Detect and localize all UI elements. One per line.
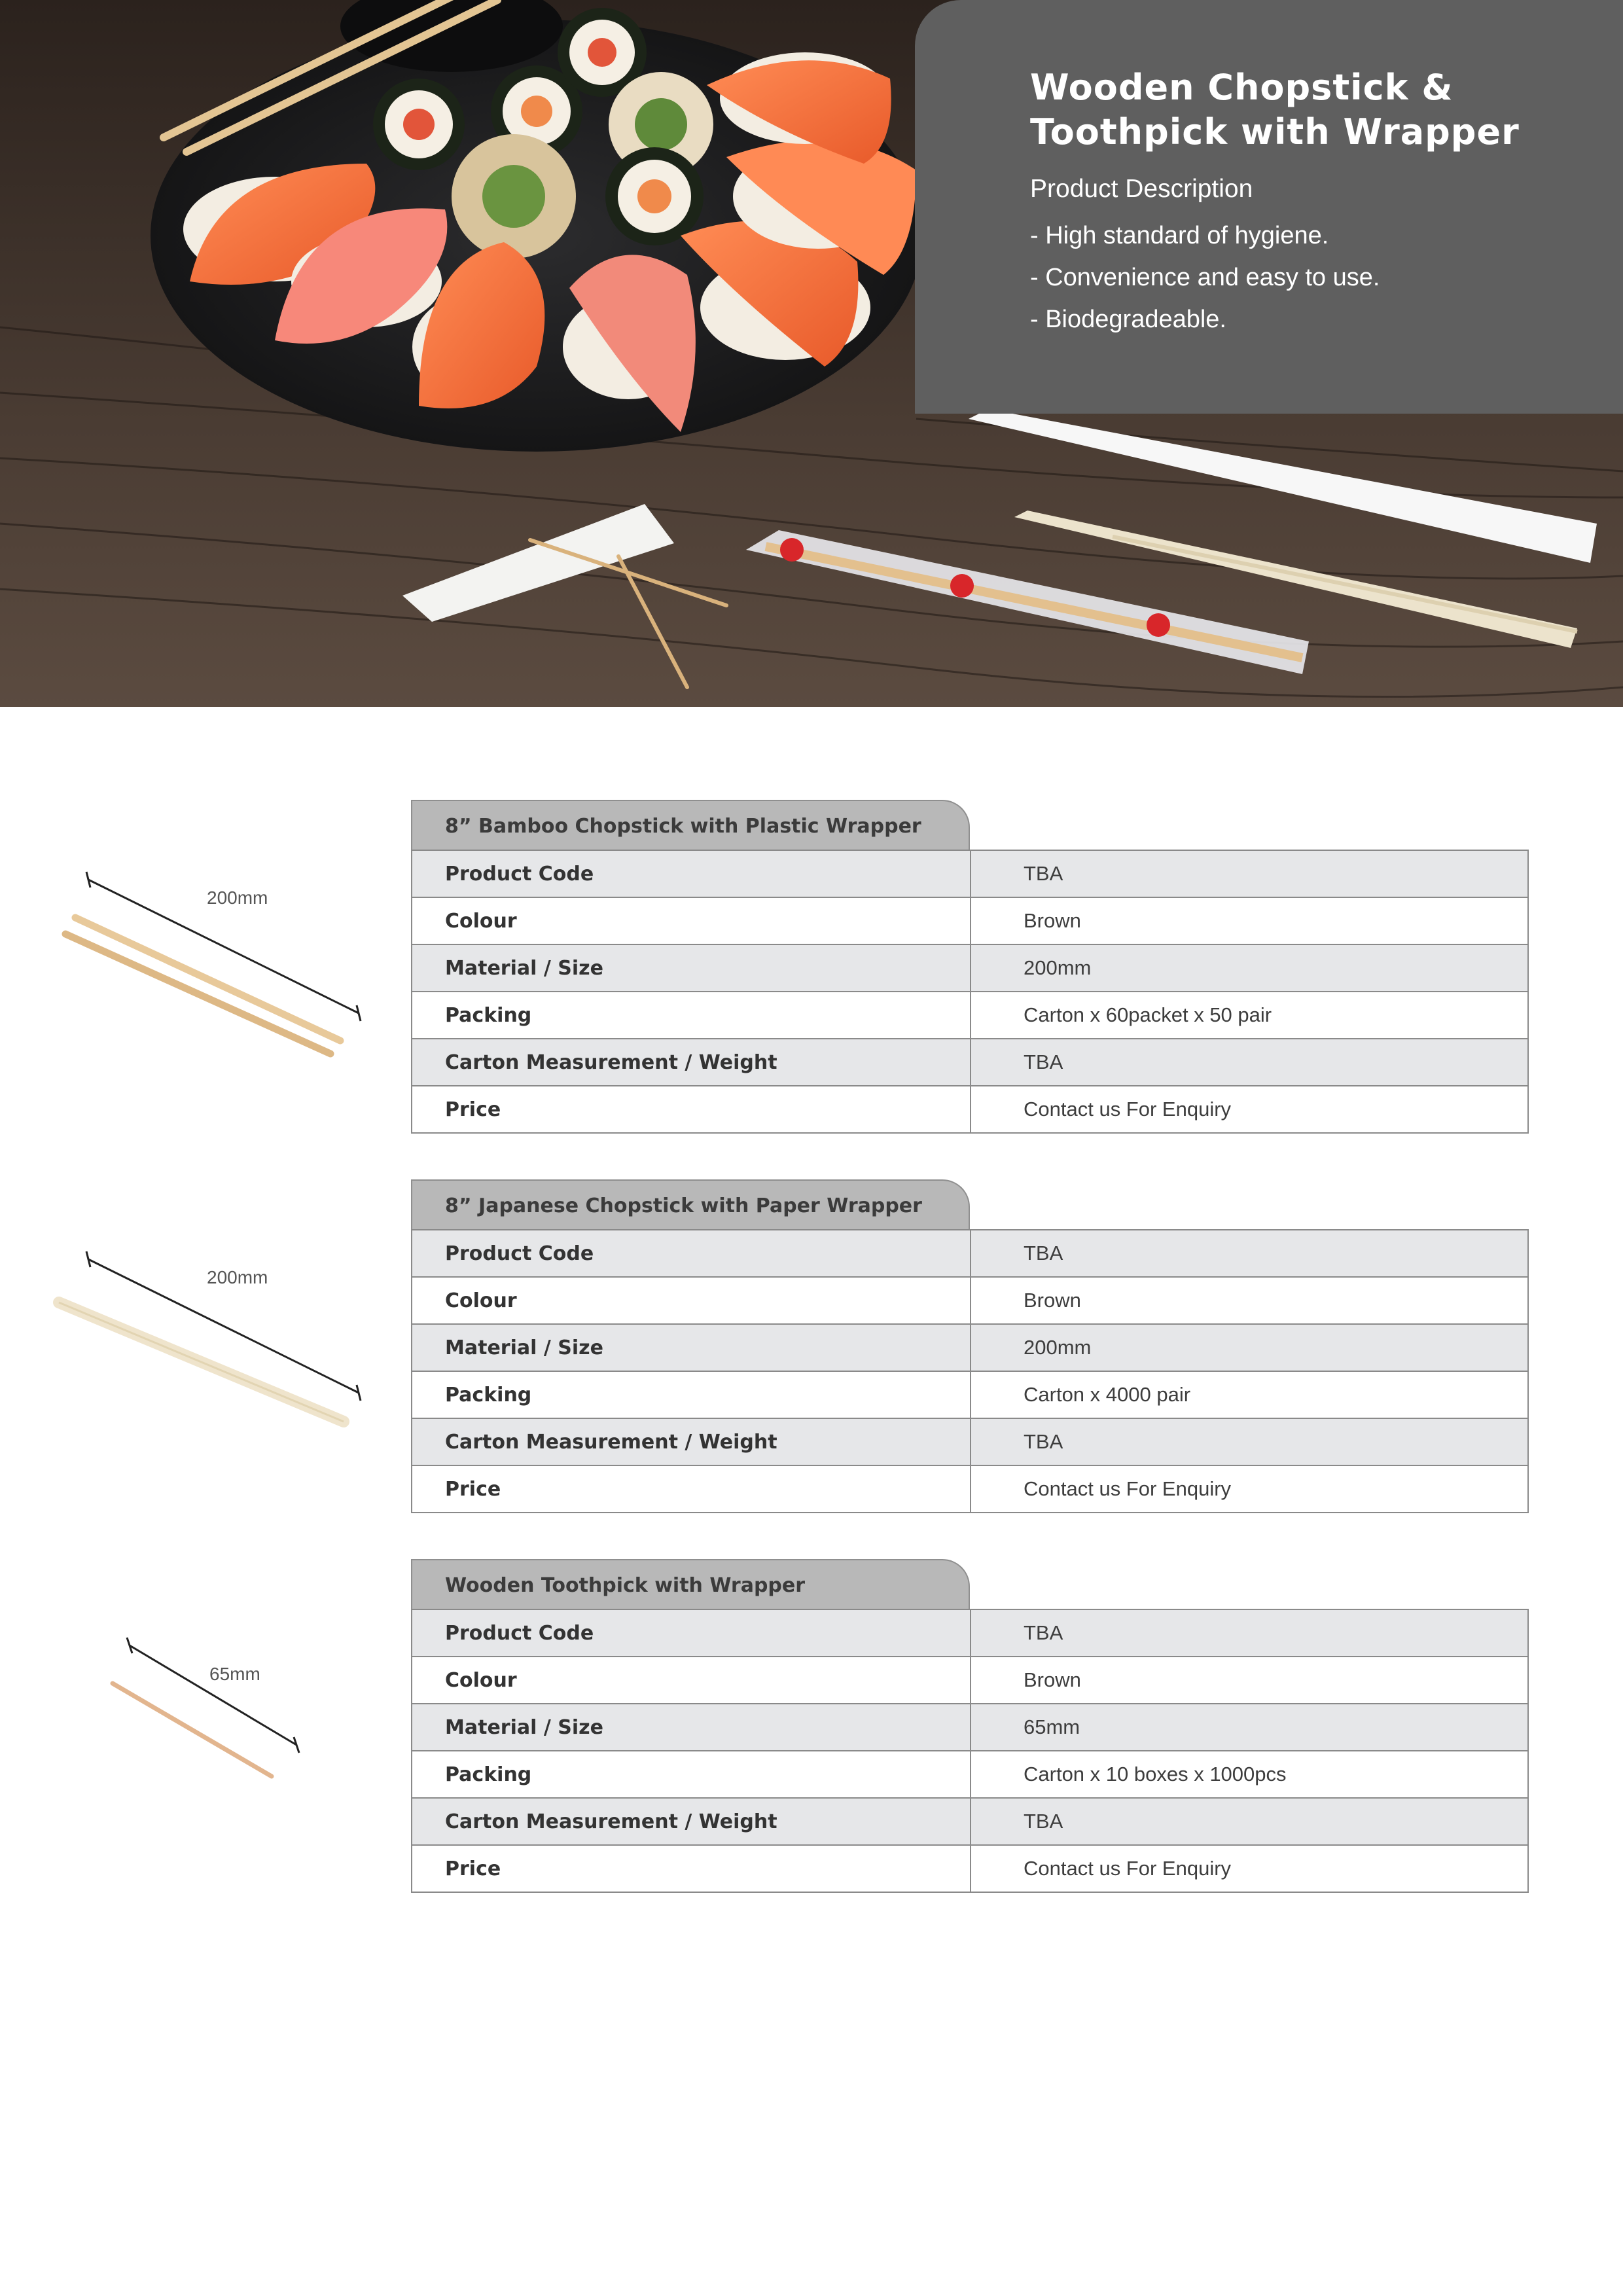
spec-value: TBA [971,1039,1528,1086]
spec-label: Colour [412,1277,971,1324]
spec-value: Contact us For Enquiry [971,1845,1528,1892]
spec-label: Material / Size [412,944,971,992]
product-section-japanese-chopstick [0,1179,1623,1559]
spec-table [411,850,1529,1134]
page-title [1030,65,1544,154]
feature-item: - Biodegradeable. [1030,306,1226,333]
spec-label: Colour [412,1657,971,1704]
table-row [412,1657,1528,1704]
table-row [412,1086,1528,1133]
table-row [412,1371,1528,1418]
japanese-chopstick-illustration [39,1232,380,1454]
product-description-panel [915,0,1623,414]
spec-label: Price [412,1845,971,1892]
product-name-tab: 8” Japanese Chopstick with Paper Wrapper [411,1179,970,1230]
spec-value: TBA [971,1230,1528,1277]
dimension-label: 200mm [207,1267,268,1287]
table-row [412,1609,1528,1657]
product-section-bamboo-chopstick [0,800,1623,1179]
spec-label: Product Code [412,1230,971,1277]
table-row [412,1230,1528,1277]
table-row [412,1039,1528,1086]
spec-value: 200mm [971,1324,1528,1371]
spec-label: Material / Size [412,1704,971,1751]
spec-label: Material / Size [412,1324,971,1371]
spec-label: Price [412,1465,971,1513]
spec-value: Contact us For Enquiry [971,1086,1528,1133]
hero-banner [0,0,1623,707]
spec-label: Product Code [412,1609,971,1657]
dimension-label: 200mm [207,888,268,908]
spec-value: 65mm [971,1704,1528,1751]
spec-label: Packing [412,1371,971,1418]
feature-item: - Convenience and easy to use. [1030,264,1380,291]
page-title-line1: Wooden Chopstick & [1030,67,1454,108]
spec-value: Carton x 4000 pair [971,1371,1528,1418]
spec-value: TBA [971,1418,1528,1465]
product-name-tab: 8” Bamboo Chopstick with Plastic Wrapper [411,800,970,851]
spec-value: Contact us For Enquiry [971,1465,1528,1513]
spec-label: Carton Measurement / Weight [412,1798,971,1845]
spec-value: 200mm [971,944,1528,992]
spec-label: Carton Measurement / Weight [412,1418,971,1465]
table-row [412,944,1528,992]
page-title-line2: Toothpick with Wrapper [1030,111,1520,152]
table-row [412,850,1528,897]
table-row [412,1751,1528,1798]
table-row [412,1324,1528,1371]
spec-label: Packing [412,992,971,1039]
spec-table [411,1229,1529,1513]
spec-value: TBA [971,1798,1528,1845]
spec-value: Carton x 60packet x 50 pair [971,992,1528,1039]
table-row [412,992,1528,1039]
toothpick-illustration [39,1611,380,1834]
feature-item: - High standard of hygiene. [1030,222,1329,249]
table-row [412,1845,1528,1892]
spec-value: TBA [971,1609,1528,1657]
feature-list [1030,215,1544,340]
table-row [412,1418,1528,1465]
product-section-toothpick [0,1559,1623,1939]
spec-value: Brown [971,897,1528,944]
spec-label: Colour [412,897,971,944]
spec-value: Carton x 10 boxes x 1000pcs [971,1751,1528,1798]
table-row [412,1704,1528,1751]
table-row [412,897,1528,944]
spec-label: Price [412,1086,971,1133]
spec-value: TBA [971,850,1528,897]
dimension-label: 65mm [209,1664,260,1684]
bamboo-chopstick-illustration [39,852,380,1075]
table-row [412,1465,1528,1513]
spec-value: Brown [971,1657,1528,1704]
spec-value: Brown [971,1277,1528,1324]
spec-label: Packing [412,1751,971,1798]
description-heading: Product Description [1030,175,1253,203]
product-name-tab: Wooden Toothpick with Wrapper [411,1559,970,1610]
spec-table [411,1609,1529,1893]
spec-label: Carton Measurement / Weight [412,1039,971,1086]
spec-label: Product Code [412,850,971,897]
table-row [412,1798,1528,1845]
table-row [412,1277,1528,1324]
